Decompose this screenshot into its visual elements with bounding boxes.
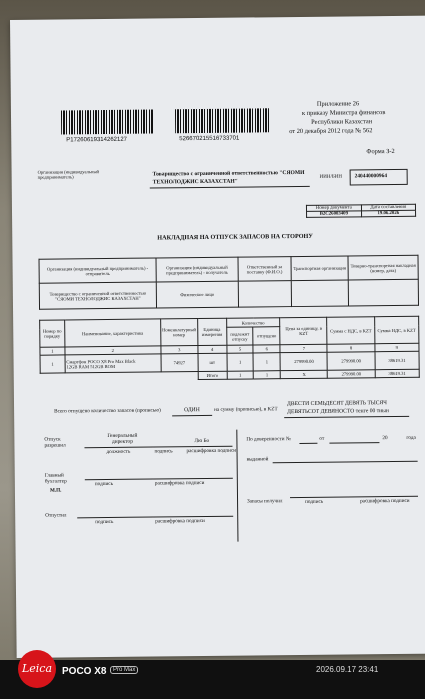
- podpis-caption: подпись: [154, 448, 173, 455]
- doverennost-goda: года: [406, 434, 416, 441]
- items-header-price: Цена за единицу, в KZT: [280, 317, 327, 344]
- item-qty-released: 1: [253, 353, 280, 371]
- iin-label: ИИН/БИН: [319, 174, 343, 180]
- header-line-4: от 20 декабря 2012 года № 562: [289, 127, 373, 136]
- items-header-sum: Сумма с НДС, в KZT: [327, 317, 374, 344]
- total-vat: 38619.31: [375, 369, 419, 377]
- total-label: Итого: [198, 371, 227, 379]
- dolzhnost-caption: должность: [106, 448, 131, 456]
- col-number: 3: [161, 346, 198, 354]
- otpustil-podpis-caption: подпись: [95, 518, 114, 526]
- doc-number-table: [306, 204, 416, 218]
- col-number: 9: [375, 343, 419, 351]
- items-header-vat: Сумма НДС, в KZT: [374, 316, 419, 343]
- rasshifrovka-caption: расшифровка подписи: [186, 447, 237, 455]
- director-title: Генеральный директор: [107, 432, 138, 446]
- otpustil-rasshifrovka-caption: расшифровка подписи: [155, 517, 205, 525]
- item-vat: 38619.31: [375, 351, 419, 369]
- item-name: [65, 354, 161, 373]
- col-number: 8: [327, 344, 374, 352]
- org-name-line-2: ТЕХНОЛОДЖИС КАЗАХСТАН": [152, 178, 238, 186]
- camera-watermark-bar: [0, 660, 425, 699]
- zapasy-rasshifrovka-caption: расшифровка подписи: [360, 497, 410, 505]
- item-qty-to-release: 1: [227, 353, 254, 371]
- amount-line-1: ДВЕСТИ СЕМЬДЕСЯТ ДЕВЯТЬ ТЫСЯЧ: [287, 400, 387, 408]
- barcode-right: [175, 108, 269, 133]
- form-number: Форма З-2: [366, 147, 395, 156]
- vydannoy-label: выданной: [246, 456, 269, 463]
- parties-waybill-value: [348, 279, 418, 306]
- header-line-2: к приказу Министра финансов: [301, 109, 386, 117]
- barcode-left: [61, 110, 153, 135]
- doc-date-value: 19.06.2026: [361, 210, 415, 217]
- doc-number-value: В2С26083409: [307, 211, 362, 218]
- header-line-1: Приложение 26: [316, 100, 360, 108]
- col-number: 4: [198, 345, 227, 353]
- parties-responsible-value: [238, 281, 292, 308]
- doverennost-year: 20: [382, 435, 388, 442]
- items-header-unit: Единица измерения: [197, 318, 226, 345]
- org-label: Организация (индивидуальный предприниматель): [37, 169, 100, 181]
- item-nomen: 74927: [161, 354, 198, 372]
- items-header-name: Наименование, характеристика: [64, 319, 160, 347]
- total-sum: 279990.00: [328, 370, 375, 378]
- header-line-3: Республики Казахстан: [311, 118, 373, 126]
- col-number: 1: [40, 347, 65, 355]
- col-number: 7: [280, 344, 327, 352]
- parties-transport-value: [291, 280, 348, 307]
- col-number: 2: [65, 346, 161, 355]
- org-name-line-1: Товарищество с ограниченной ответственностью "СЯОМИ: [152, 169, 305, 178]
- item-name-line-2: 12GB RAM 512GB ROM: [66, 363, 116, 369]
- parties-header-sender: Организация (индивидуальный предприниматель) - отправитель: [39, 258, 156, 283]
- invoice-document: [10, 16, 425, 658]
- items-table: [39, 316, 420, 382]
- items-header-qty-released: отпущено: [253, 327, 280, 345]
- total-x: X: [280, 370, 327, 378]
- barcode-left-number: P17260619314262127: [66, 136, 128, 144]
- parties-header-transport: Транспортная организация: [291, 256, 348, 281]
- sum-label: на сумму (прописью), в KZT: [214, 406, 278, 413]
- item-price: 279990.00: [280, 352, 327, 370]
- total-qty-to-release: 1: [227, 371, 254, 379]
- parties-receiver-value: Физическое лицо: [156, 281, 238, 308]
- director-name: Лю Бо: [194, 437, 210, 445]
- buh-label: Главный бухгалтер: [44, 472, 67, 485]
- iin-value: 240440000964: [354, 173, 388, 180]
- item-num: 1: [40, 355, 65, 373]
- doc-number-label: Номер документа: [306, 205, 361, 212]
- doverennost-label: По доверенности №: [246, 436, 291, 443]
- amount-line-2: ДЕВЯТЬСОТ ДЕВЯНОСТО тенге 00 тиын: [287, 408, 389, 416]
- released-label: Всего отпущено количество запасов (прописью): [54, 407, 161, 415]
- item-sum: 279990.00: [327, 352, 374, 370]
- doverennost-ot: от: [319, 435, 325, 442]
- zapasy-label: Запасы получил: [247, 498, 283, 505]
- buh-podpis-caption: подпись: [94, 480, 113, 488]
- leica-logo: Leica: [18, 650, 56, 688]
- document-title: НАКЛАДНАЯ НА ОТПУСК ЗАПАСОВ НА СТОРОНУ: [157, 232, 313, 242]
- parties-sender-value: Товарищество с ограниченной ответственностью "СЯОМИ ТЕХНОЛОДЖИС КАЗАХСТАН": [39, 282, 156, 309]
- doc-date-label: Дата составления: [361, 204, 415, 211]
- released-value: ОДИН: [184, 407, 200, 414]
- total-qty-released: 1: [254, 371, 281, 379]
- barcode-right-number: 526670215516733701: [179, 135, 240, 143]
- items-header-qty: Количество: [226, 318, 280, 328]
- items-header-num: Номер по порядку: [40, 320, 65, 347]
- parties-table: [39, 255, 420, 310]
- otpustil-label: Отпустил: [45, 512, 67, 519]
- parties-header-receiver: Организация (индивидуальный предприниматель) - получатель: [156, 257, 238, 282]
- otpusk-label: Отпуск разрешил: [44, 436, 66, 449]
- col-number: 6: [253, 345, 280, 353]
- photo-timestamp: 2026.09.17 23:41: [316, 665, 379, 674]
- items-header-qty-to-release: подлежит отпуску: [226, 327, 253, 345]
- phone-model: POCO X8: [62, 666, 107, 677]
- item-unit: шт: [198, 353, 227, 371]
- item-name-line-1: Смартфон POCO X8 Pro Max Black: [66, 358, 136, 364]
- stamp-mp: М.П.: [49, 487, 62, 494]
- items-header-nomen: Номенклатурный номер: [160, 319, 197, 346]
- parties-header-responsible: Ответственный за поставку (Ф.И.О.): [238, 257, 292, 282]
- buh-rasshifrovka-caption: расшифровка подписи: [154, 479, 205, 487]
- phone-badge: Pro Max: [110, 666, 138, 674]
- col-number: 5: [226, 345, 253, 353]
- zapasy-podpis-caption: подпись: [305, 498, 324, 505]
- parties-header-waybill: Товарно-транспортная накладная (номер, дата): [348, 255, 418, 280]
